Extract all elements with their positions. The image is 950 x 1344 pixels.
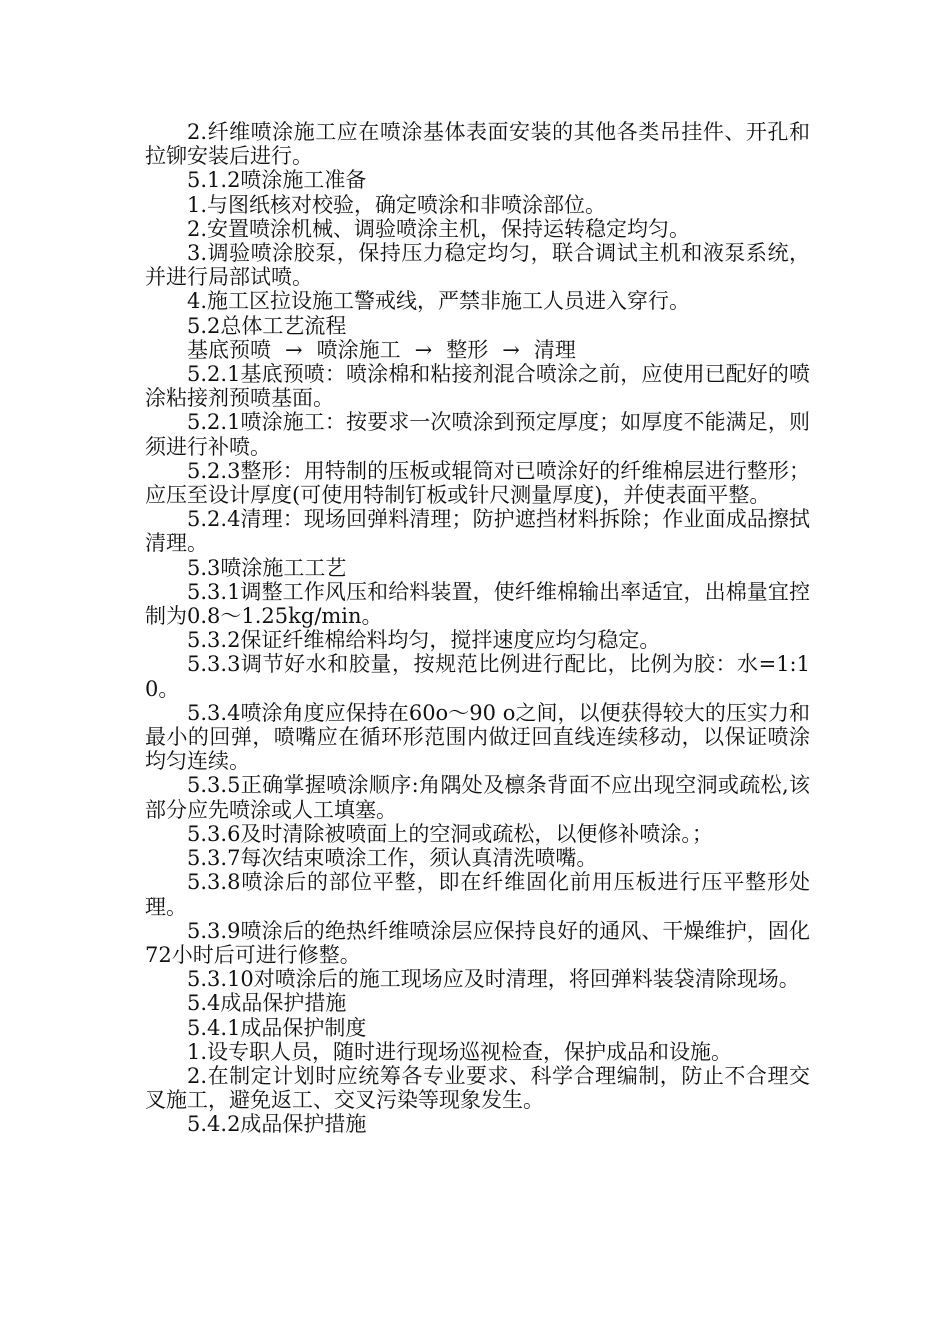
- paragraph: 5.3.10对喷涂后的施工现场应及时清理，将回弹料装袋清除现场。: [187, 967, 800, 992]
- flow-step: 喷涂施工: [316, 337, 401, 362]
- paragraph: 5.2.1基底预喷：喷涂棉和粘接剂混合喷涂之前，应使用已配好的喷涂粘接剂预喷基面。: [145, 362, 810, 411]
- flow-step: 整形: [446, 337, 489, 362]
- paragraph: 5.2.1喷涂施工：按要求一次喷涂到预定厚度；如厚度不能满足，则须进行补喷。: [145, 410, 810, 459]
- paragraph: 4.施工区拉设施工警戒线，严禁非施工人员进入穿行。: [187, 289, 691, 314]
- arrow-right-icon: →: [285, 337, 303, 362]
- flow-step: 基底预喷: [187, 337, 271, 362]
- section-heading: 5.2总体工艺流程: [187, 313, 347, 338]
- paragraph: 1.与图纸核对校验，确定喷涂和非喷涂部位。: [187, 192, 607, 217]
- section-heading: 5.4.1成品保护制度: [187, 1015, 367, 1040]
- paragraph: 5.3.2保证纤维棉给料均匀，搅拌速度应均匀稳定。: [187, 628, 661, 653]
- paragraph: 2.在制定计划时应统筹各专业要求、科学合理编制，防止不合理交叉施工，避免返工、交叉污染等现象发生。: [145, 1063, 810, 1113]
- document-page: [145, 120, 810, 1137]
- paragraph: 2.安置喷涂机械、调验喷涂主机，保持运转稳定均匀。: [187, 216, 691, 241]
- section-heading: 5.3喷涂施工工艺: [187, 555, 347, 580]
- paragraph: 5.3.8喷涂后的部位平整，即在纤维固化前用压板进行压平整形处理。: [145, 870, 810, 919]
- flow-step: 清理: [533, 337, 576, 362]
- process-flow: [145, 338, 810, 362]
- paragraph: 5.3.4喷涂角度应保持在60o～90 o之间，以便获得较大的压实力和最小的回弹，喷嘴应在循环形范围内做迂回直线连续移动，以保证喷涂均匀连续。: [145, 700, 810, 774]
- paragraph: 2.纤维喷涂施工应在喷涂基体表面安装的其他各类吊挂件、开孔和拉铆安装后进行。: [145, 120, 810, 169]
- paragraph: 1.设专职人员，随时进行现场巡视检查，保护成品和设施。: [187, 1039, 733, 1064]
- section-heading: 5.1.2喷涂施工准备: [187, 168, 367, 193]
- arrow-right-icon: →: [502, 337, 520, 362]
- paragraph: 5.2.4清理：现场回弹料清理；防护遮挡材料拆除；作业面成品擦拭清理。: [145, 507, 810, 556]
- paragraph: 5.3.7每次结束喷涂工作，须认真清洗喷嘴。: [187, 846, 598, 871]
- paragraph: 5.3.1调整工作风压和给料装置，使纤维棉输出率适宜，出棉量宜控制为0.8～1.25kg/min。: [145, 579, 810, 629]
- paragraph: 5.3.3调节好水和胶量，按规范比例进行配比，比例为胶：水=1:10。: [145, 652, 810, 701]
- section-heading: 5.4.2成品保护措施: [187, 1112, 367, 1137]
- paragraph: 5.2.3整形：用特制的压板或辊筒对已喷涂好的纤维棉层进行整形；应压至设计厚度(可使用特制钉板或针尺测量厚度)，并使表面平整。: [145, 458, 810, 508]
- arrow-right-icon: →: [414, 337, 433, 362]
- paragraph: 5.3.9喷涂后的绝热纤维喷涂层应保持良好的通风、干燥维护，固化72小时后可进行修整。: [145, 918, 810, 967]
- paragraph: 5.3.5正确掌握喷涂顺序:角隅处及檩条背面不应出现空洞或疏松,该部分应先喷涂或人工填塞。: [145, 773, 810, 822]
- paragraph: 3.调验喷涂胶泵，保持压力稳定均匀，联合调试主机和液泵系统，并进行局部试喷。: [145, 241, 810, 290]
- section-heading: 5.4成品保护措施: [187, 991, 347, 1016]
- paragraph: 5.3.6及时清除被喷面上的空洞或疏松，以便修补喷涂。；: [187, 821, 713, 846]
